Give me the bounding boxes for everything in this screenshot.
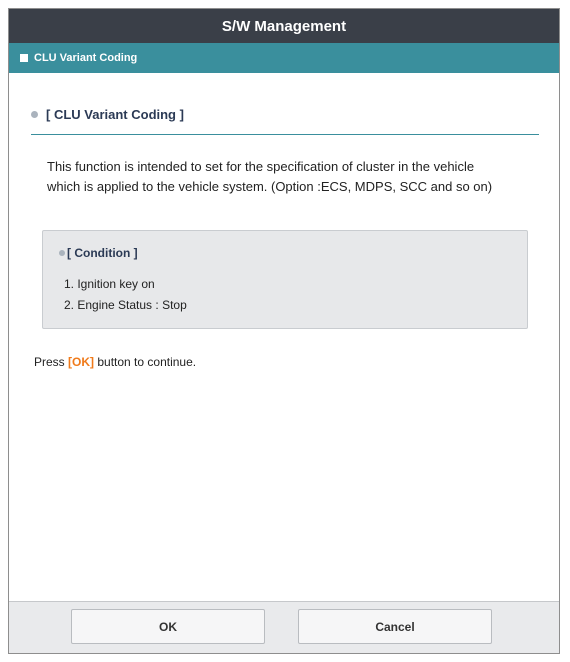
- heading-divider: [31, 134, 539, 135]
- page-heading: [31, 107, 184, 122]
- sw-management-dialog: [8, 8, 560, 654]
- ok-button[interactable]: OK: [71, 609, 265, 644]
- bullet-dot-icon: [31, 111, 38, 118]
- square-icon: [20, 54, 28, 62]
- section-header: [9, 43, 559, 73]
- dialog-footer: [9, 601, 559, 653]
- condition-heading: [59, 246, 138, 260]
- instruction-prefix: Press: [34, 355, 69, 369]
- bullet-dot-icon: [59, 250, 65, 256]
- description-line: This function is intended to set for the specification of cluster in the vehicle: [47, 159, 475, 174]
- cancel-button[interactable]: Cancel: [298, 609, 492, 644]
- continue-instruction: [34, 355, 196, 369]
- condition-item: 2. Engine Status : Stop: [64, 298, 187, 312]
- condition-title-text: [ Condition ]: [67, 246, 138, 260]
- condition-panel: [42, 230, 528, 329]
- description-line: which is applied to the vehicle system. (Option :ECS, MDPS, SCC and so on): [47, 179, 493, 194]
- ok-keyword: [OK]: [68, 355, 95, 369]
- heading-text: [ CLU Variant Coding ]: [46, 107, 184, 122]
- function-description: [47, 157, 537, 197]
- instruction-suffix: button to continue.: [94, 355, 197, 369]
- window-title: S/W Management: [9, 9, 559, 43]
- condition-item: 1. Ignition key on: [64, 277, 155, 291]
- section-label: CLU Variant Coding: [34, 52, 138, 64]
